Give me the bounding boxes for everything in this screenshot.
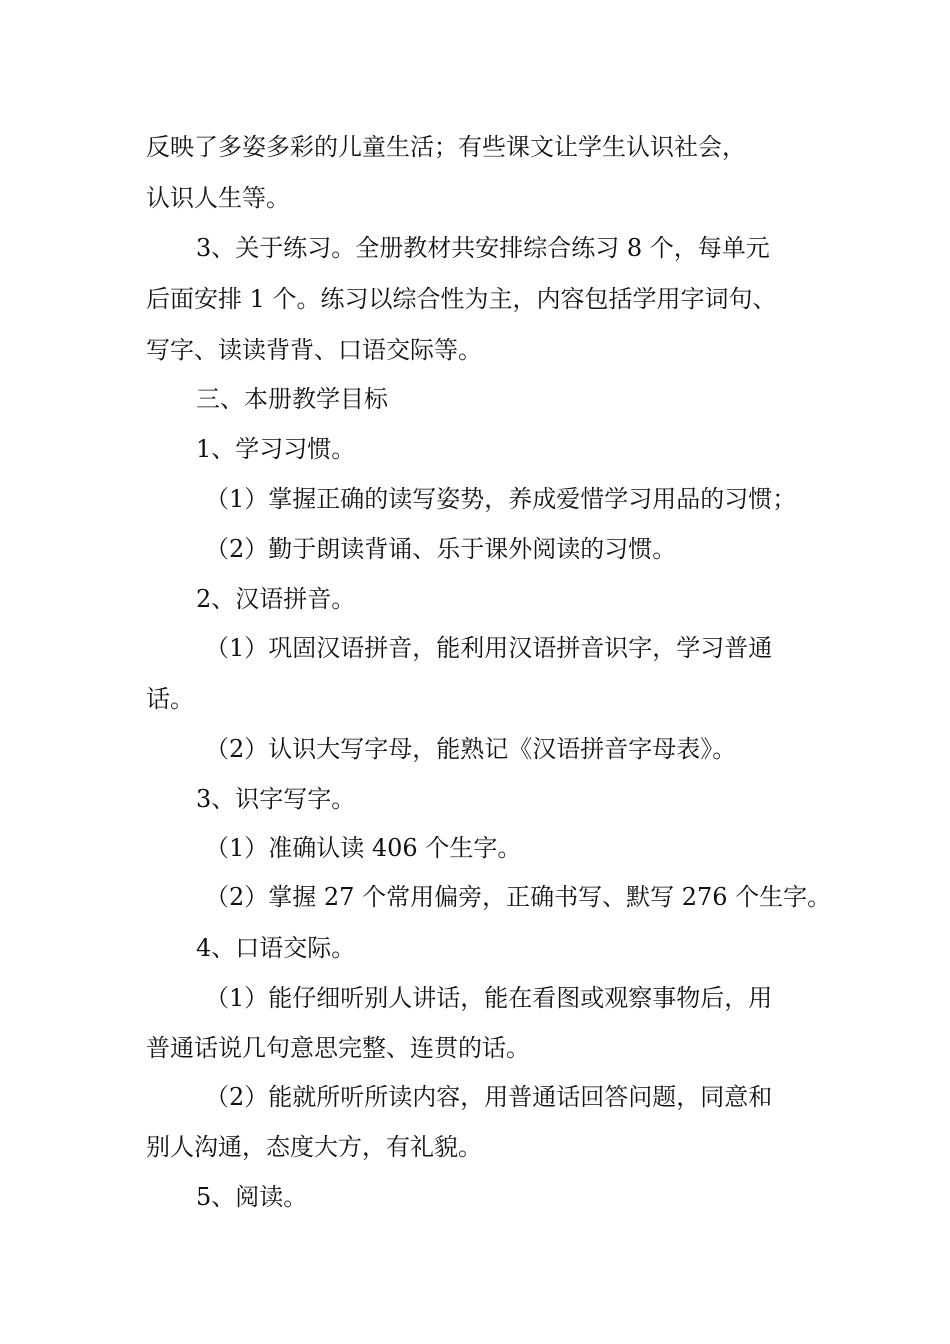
text-line: 话。 — [146, 685, 194, 713]
subsection-heading: 5、阅读。 — [196, 1183, 308, 1211]
text-line: 别人沟通，态度大方，有礼貌。 — [146, 1133, 482, 1161]
subsection-heading: 4、口语交际。 — [196, 934, 356, 962]
list-item: （1）准确认读 406 个生字。 — [205, 834, 522, 862]
text-line: 认识人生等。 — [146, 184, 290, 212]
section-heading: 三、本册教学目标 — [196, 385, 388, 413]
text-line: 3、关于练习。全册教材共安排综合练习 8 个，每单元 — [196, 234, 770, 262]
subsection-heading: 1、学习习惯。 — [196, 435, 356, 463]
subsection-heading: 2、汉语拼音。 — [196, 585, 356, 613]
list-item: （2）能就所听所读内容，用普通话回答问题，同意和 — [205, 1083, 773, 1111]
list-item: （2）勤于朗读背诵、乐于课外阅读的习惯。 — [205, 535, 677, 563]
list-item: （2）掌握 27 个常用偏旁，正确书写、默写 276 个生字。 — [205, 883, 832, 911]
subsection-heading: 3、识字写字。 — [196, 785, 356, 813]
text-line: 普通话说几句意思完整、连贯的话。 — [146, 1034, 530, 1062]
list-item: （1）能仔细听别人讲话，能在看图或观察事物后，用 — [205, 984, 773, 1012]
text-line: 写字、读读背背、口语交际等。 — [146, 336, 482, 364]
text-line: 反映了多姿多彩的儿童生活；有些课文让学生认识社会， — [146, 133, 746, 161]
list-item: （1）掌握正确的读写姿势，养成爱惜学习用品的习惯； — [205, 485, 797, 513]
list-item: （1）巩固汉语拼音，能利用汉语拼音识字，学习普通 — [205, 634, 773, 662]
text-line: 后面安排 1 个。练习以综合性为主，内容包括学用字词句、 — [146, 285, 777, 313]
list-item: （2）认识大写字母，能熟记《汉语拼音字母表》。 — [205, 735, 737, 763]
